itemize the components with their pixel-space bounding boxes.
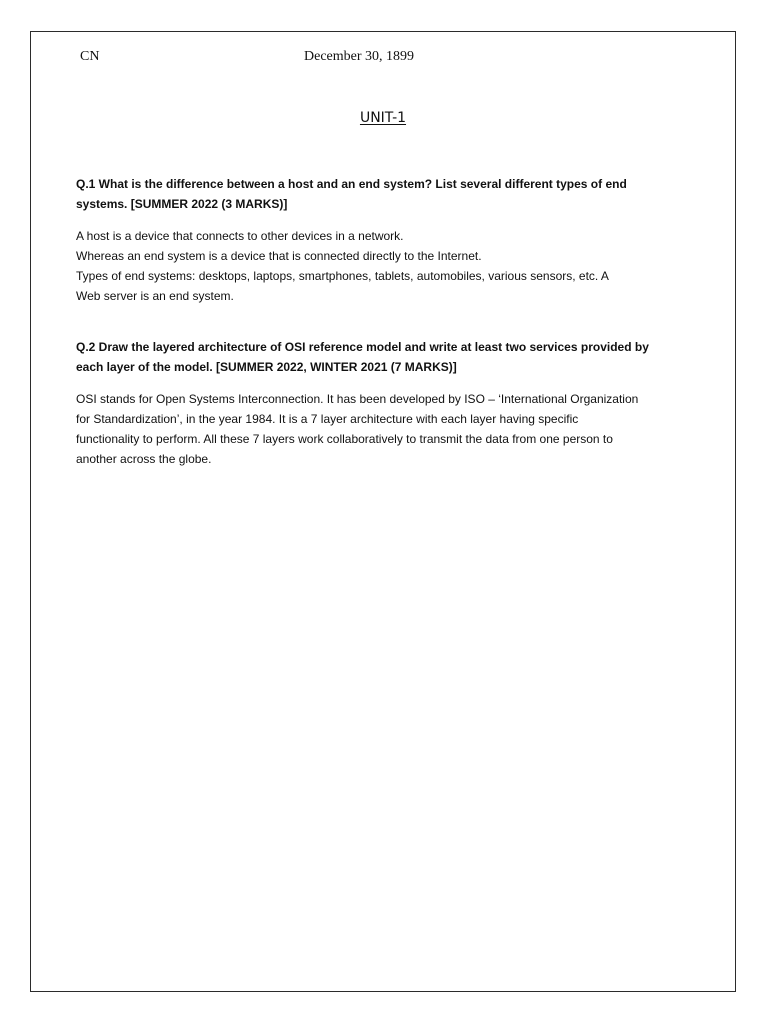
header-date: December 30, 1899	[304, 49, 415, 64]
question-2	[76, 337, 676, 377]
answer-1-line: Whereas an end system is a device that is connected directly to the Internet.	[76, 249, 482, 263]
question-1	[76, 174, 676, 214]
answer-1-line: A host is a device that connects to other devices in a network.	[76, 229, 404, 243]
answer-2	[76, 389, 676, 469]
unit-title-text: UNIT-1	[359, 110, 407, 126]
question-1-line: systems. [SUMMER 2022 (3 MARKS)]	[76, 197, 288, 211]
unit-title	[31, 110, 735, 126]
question-2-line: each layer of the model. [SUMMER 2022, WINTER 2021 (7 MARKS)]	[76, 360, 457, 374]
answer-2-line: functionality to perform. All these 7 layers work collaboratively to transmit the data from one person to	[76, 432, 613, 446]
answer-2-line: for Standardization’, in the year 1984. It is a 7 layer architecture with each layer having specific	[76, 412, 579, 426]
answer-2-line: OSI stands for Open Systems Interconnection. It has been developed by ISO – ‘International Organization	[76, 392, 639, 406]
document-page	[30, 31, 736, 992]
answer-1-line: Web server is an end system.	[76, 289, 234, 303]
question-1-line: Q.1 What is the difference between a host and an end system? List several different types of end	[76, 177, 627, 191]
answer-1-line: Types of end systems: desktops, laptops, smartphones, tablets, automobiles, various sensors, etc. A	[76, 269, 609, 283]
question-2-line: Q.2 Draw the layered architecture of OSI reference model and write at least two services provided by	[76, 340, 649, 354]
answer-1	[76, 226, 676, 306]
header-subject: CN	[80, 49, 100, 64]
answer-2-line: another across the globe.	[76, 452, 212, 466]
